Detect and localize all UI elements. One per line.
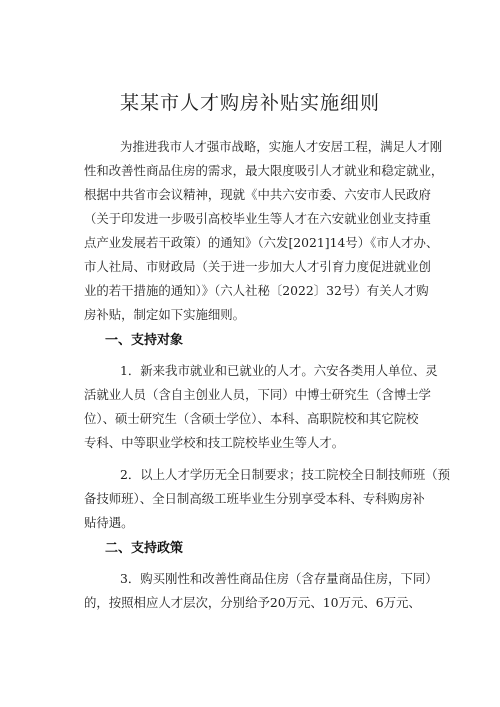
paragraph-line: 活就业人员（含自主创业人员，下同）中博士研究生（含博士学 xyxy=(84,387,431,402)
paragraph-line: 2．以上人才学历无全日制要求；技工院校全日制技师班（预 xyxy=(120,467,451,482)
paragraph-line: 位）、硕士研究生（含硕士学位）、本科、高职院校和其它院校 xyxy=(84,411,419,426)
document-title: 某某市人才购房补贴实施细则 xyxy=(119,92,380,114)
paragraph-line: 贴待遇。 xyxy=(84,515,134,530)
section-heading: 一、支持对象 xyxy=(105,333,184,348)
intro-line: 性和改善性商品住房的需求，最大限度吸引人才就业和稳定就业， xyxy=(84,163,444,178)
intro-line: （关于印发进一步吸引高校毕业生等人才在六安就业创业支持重 xyxy=(84,211,431,226)
paragraph-line: 备技师班）、全日制高级工班毕业生分别享受本科、专科购房补 xyxy=(84,491,425,506)
paragraph-line: 1．新来我市就业和已就业的人才。六安各类用人单位、灵 xyxy=(120,363,438,378)
intro-line: 根据中共省市会议精神，现就《中共六安市委、六安市人民政府 xyxy=(84,187,431,202)
intro-line: 为推进我市人才强市战略，实施人才安居工程，满足人才刚 xyxy=(120,139,443,154)
section-heading: 二、支持政策 xyxy=(105,541,184,556)
intro-line: 点产业发展若干政策）的通知》（六发[2021]14号）《市人才办、 xyxy=(84,235,439,250)
intro-line: 市人社局、市财政局（关于进一步加大人才引育力度促进就业创 xyxy=(84,259,431,274)
paragraph-line: 3．购买刚性和改善性商品住房（含存量商品住房，下同） xyxy=(120,571,438,586)
paragraph-line: 的，按照相应人才层次，分别给予20万元、10万元、6万元、 xyxy=(84,595,421,610)
paragraph-line: 专科、中等职业学校和技工院校毕业生等人才。 xyxy=(84,435,345,450)
intro-line: 业的若干措施的通知）》（六人社秘〔2022〕32号）有关人才购 xyxy=(84,283,429,298)
intro-line: 房补贴，制定如下实施细则。 xyxy=(84,307,246,322)
